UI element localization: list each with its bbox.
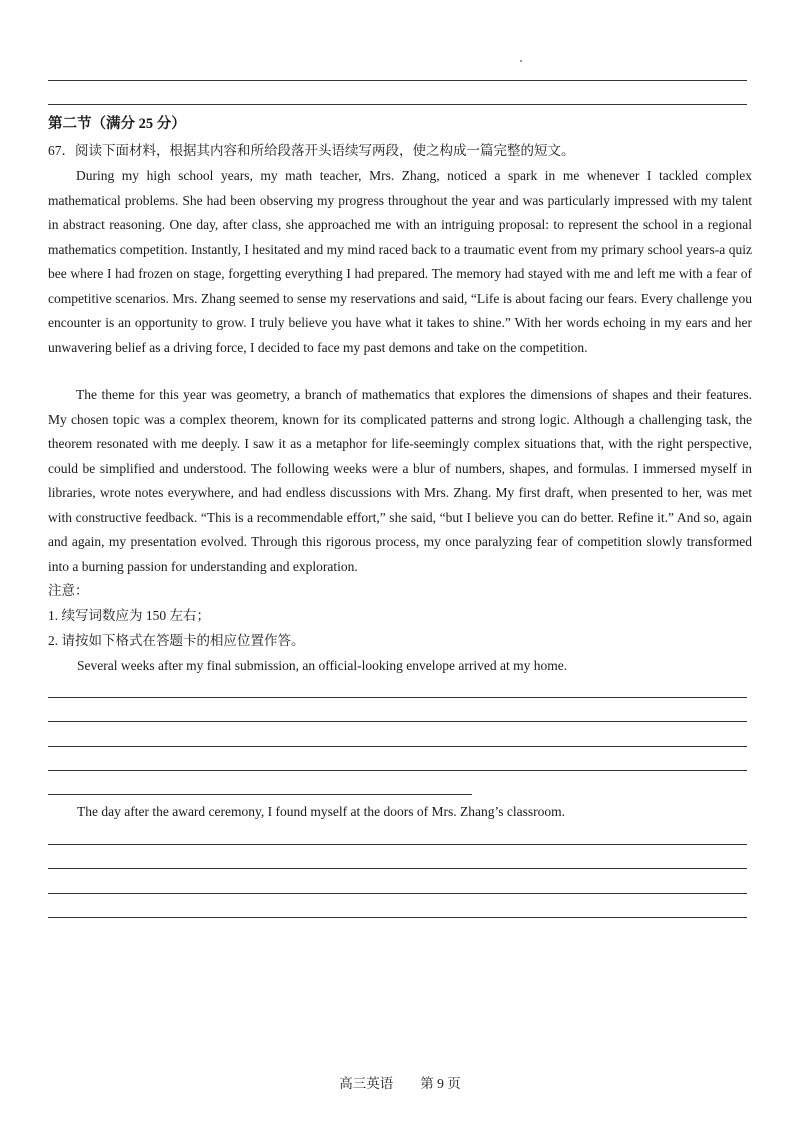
note-item: 2. 请按如下格式在答题卡的相应位置作答。: [48, 633, 305, 648]
writing-line: [48, 746, 747, 747]
footer-page-number: 第 9 页: [420, 1076, 461, 1091]
writing-line: [48, 770, 747, 771]
writing-line: [48, 80, 747, 81]
page-footer: [0, 1074, 800, 1094]
passage-paragraph-1: During my high school years, my math teacher, Mrs. Zhang, noticed a spark in me whenever I tackled complex mathematical problems. She had been observing my progress throughout the year and was particularly impressed with my talent in abstract reasoning. One day, after class, she approached me with an intriguing proposal: to represent the school in a regional mathematics competition. Instantly, I hesitated and my mind raced back to a traumatic event from my primary school years-a quiz bee where I had frozen on stage, forgetting everything I had prepared. The memory had stayed with me and left me with a fear of competitive scenarios. Mrs. Zhang seemed to sense my reservations and said, “Life is about facing our fears. Every challenge you encounter is an opportunity to grow. I truly believe you have what it takes to shine.” With her words echoing in my ears and her unwavering belief as a driving force, I decided to face my past demons and take on the competition.: [48, 168, 752, 355]
writing-line: [48, 794, 472, 795]
paragraph-starter-2: The day after the award ceremony, I found myself at the doors of Mrs. Zhang’s classroom.: [77, 804, 565, 819]
scan-dot: [520, 60, 522, 62]
notes-heading: 注意：: [48, 583, 89, 598]
writing-line: [48, 893, 747, 894]
writing-line: [48, 917, 747, 918]
writing-line: [48, 844, 747, 845]
writing-line: [48, 868, 747, 869]
section-title: 第二节（满分 25 分）: [48, 116, 186, 132]
passage-paragraph-2: The theme for this year was geometry, a branch of mathematics that explores the dimensions of shapes and their features. My chosen topic was a complex theorem, known for its complicated patterns and strong logic. Although a challenging task, the theorem resonated with me deeply. I saw it as a metaphor for life-seemingly complex situations that, with the right perspective, could be simplified and understood. The following weeks were a blur of numbers, shapes, and formulas. I immersed myself in libraries, wrote notes everywhere, and had endless discussions with Mrs. Zhang. My first draft, when presented to her, was met with constructive feedback. “This is a recommendable effort,” she said, “but I believe you can do better. Refine it.” And so, again and again, my presentation evolved. Through this rigorous process, my once paralyzing fear of competition slowly transformed into a burning passion for understanding and exploration.: [48, 387, 752, 574]
writing-line: [48, 104, 747, 105]
writing-line: [48, 697, 747, 698]
note-item: 1. 续写词数应为 150 左右；: [48, 608, 210, 623]
footer-subject: 高三英语: [339, 1076, 394, 1091]
paragraph-starter-1: Several weeks after my final submission, an official-looking envelope arrived at my home.: [77, 658, 568, 673]
writing-line: [48, 721, 747, 722]
task-instruction: 67．阅读下面材料，根据其内容和所给段落开头语续写两段，使之构成一篇完整的短文。: [48, 143, 575, 158]
